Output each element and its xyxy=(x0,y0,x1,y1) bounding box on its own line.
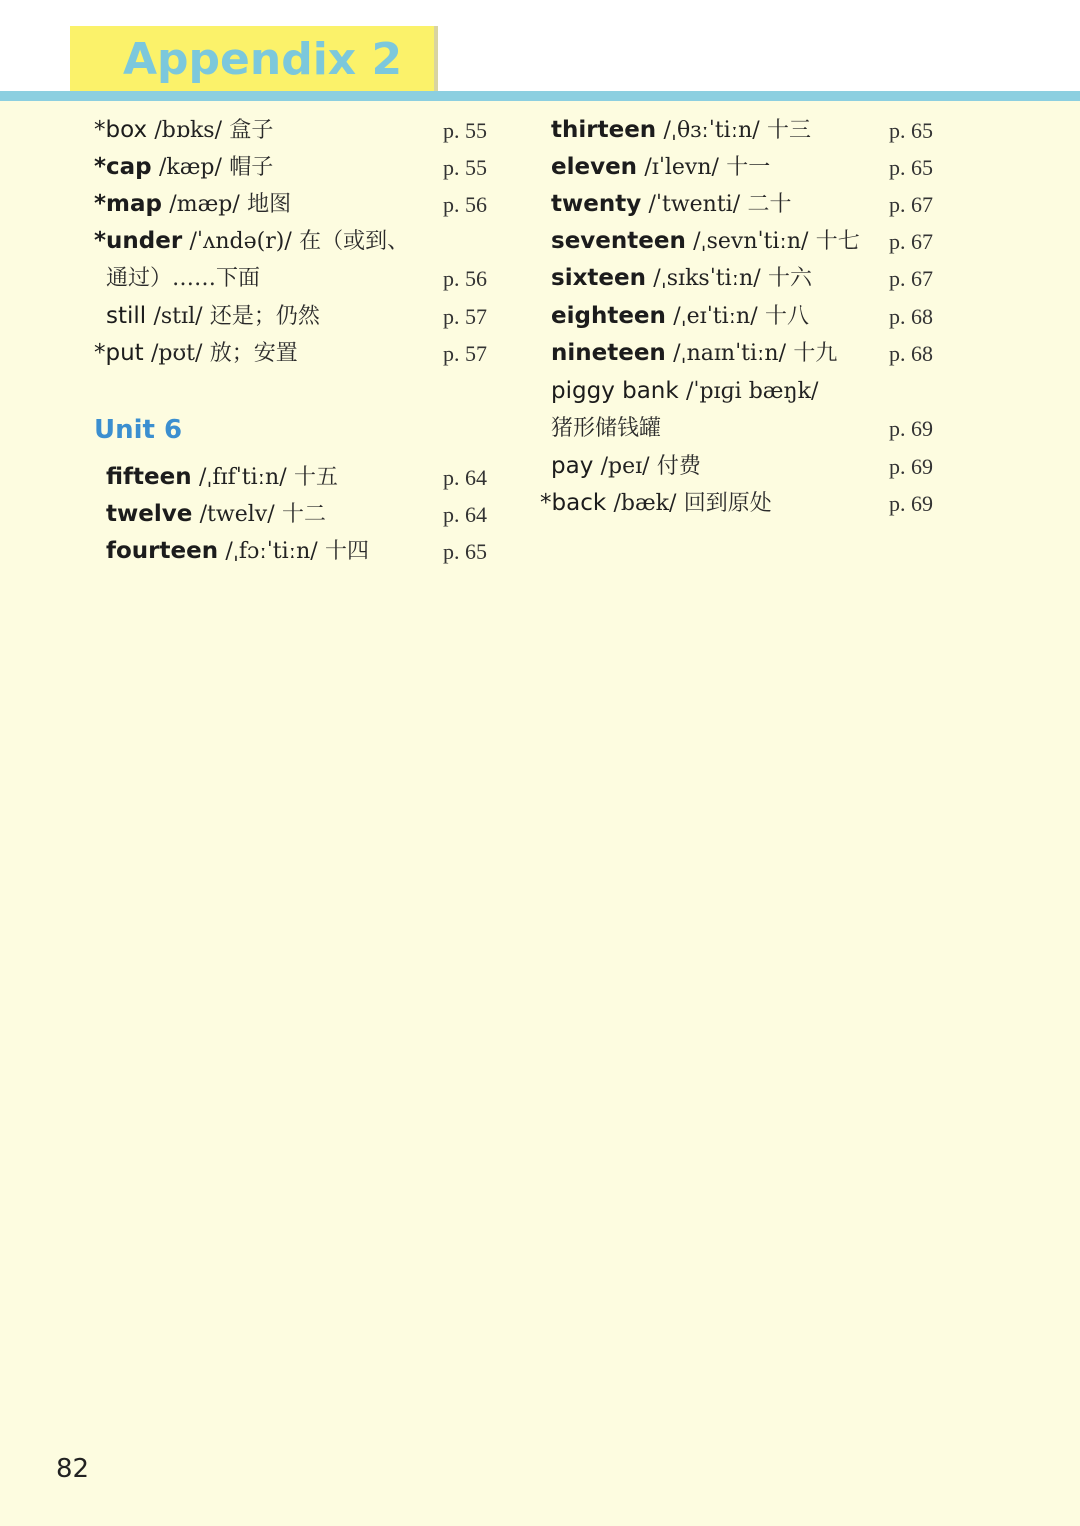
entry-word: fifteen xyxy=(106,464,192,490)
page-number: 82 xyxy=(56,1454,90,1484)
entry-word: *box xyxy=(94,117,148,143)
vocab-entry xyxy=(551,338,837,368)
entry-word: twenty xyxy=(551,191,642,217)
entry-chinese: 十六 xyxy=(767,266,812,291)
entry-page: p. 68 xyxy=(889,304,933,329)
entry-phonetic: /ˌeɪˈtiːn/ xyxy=(673,304,758,329)
entry-word: eighteen xyxy=(551,303,666,329)
entry-page: p. 67 xyxy=(889,229,933,254)
entry-chinese: 盒子 xyxy=(229,118,274,143)
entry-chinese: 十五 xyxy=(293,465,338,490)
entry-chinese: 回到原处 xyxy=(683,491,772,516)
vocab-entry xyxy=(94,189,291,219)
vocab-entry xyxy=(540,488,772,518)
vocab-entry xyxy=(94,115,273,145)
entry-chinese: 十二 xyxy=(281,502,326,527)
entry-page: p. 69 xyxy=(889,454,933,479)
entry-chinese: 地图 xyxy=(247,192,292,217)
entry-page: p. 67 xyxy=(889,266,933,291)
vocab-entry xyxy=(106,536,369,566)
entry-word: still xyxy=(106,303,147,329)
entry-page: p. 69 xyxy=(889,491,933,516)
header-rule xyxy=(0,91,1080,101)
entry-phonetic: /ˌnaɪnˈtiːn/ xyxy=(673,341,786,366)
entry-phonetic: /ˌsɪksˈtiːn/ xyxy=(653,266,761,291)
entry-word: eleven xyxy=(551,154,638,180)
entry-word: seventeen xyxy=(551,228,686,254)
vocab-entry-continuation xyxy=(551,413,661,443)
entry-word: *under xyxy=(94,228,183,254)
entry-phonetic: /ˌsevnˈtiːn/ xyxy=(693,229,809,254)
entry-word: thirteen xyxy=(551,117,657,143)
entry-chinese: 通过）……下面 xyxy=(106,266,261,291)
vocab-entry xyxy=(94,226,409,256)
entry-page: p. 67 xyxy=(889,192,933,217)
entry-page: p. 57 xyxy=(443,341,487,366)
entry-word: *cap xyxy=(94,154,152,180)
entry-phonetic: /ɪˈlevn/ xyxy=(644,155,719,180)
page-title: Appendix 2 xyxy=(123,34,403,85)
entry-page: p. 69 xyxy=(889,416,933,441)
vocab-entry xyxy=(94,338,298,368)
entry-chinese: 还是；仍然 xyxy=(209,304,320,329)
vocab-entry-continuation xyxy=(106,263,260,293)
entry-page: p. 64 xyxy=(443,502,487,527)
entry-chinese: 十一 xyxy=(726,155,771,180)
entry-phonetic: /ˌθɜːˈtiːn/ xyxy=(663,118,760,143)
entry-word: pay xyxy=(551,453,594,479)
entry-phonetic: /peɪ/ xyxy=(600,454,650,479)
entry-word: *map xyxy=(94,191,162,217)
entry-phonetic: /ˈpɪɡi bæŋk/ xyxy=(686,379,819,404)
vocab-entry xyxy=(551,189,791,219)
entry-phonetic: /ˌfɔːˈtiːn/ xyxy=(225,539,318,564)
entry-chinese: 十四 xyxy=(324,539,369,564)
entry-chinese: 二十 xyxy=(747,192,792,217)
entry-chinese: 放；安置 xyxy=(209,341,298,366)
vocab-entry xyxy=(551,376,818,406)
vocab-entry xyxy=(551,226,860,256)
vocab-entry xyxy=(94,152,273,182)
entry-word: twelve xyxy=(106,501,193,527)
vocab-entry xyxy=(106,499,326,529)
entry-phonetic: /ˌfɪfˈtiːn/ xyxy=(198,465,287,490)
entry-chinese: 十八 xyxy=(764,304,809,329)
entry-phonetic: /twelv/ xyxy=(199,502,275,527)
vocab-entry xyxy=(106,462,338,492)
entry-phonetic: /pʊt/ xyxy=(151,341,203,366)
entry-phonetic: /bɒks/ xyxy=(154,118,223,143)
entry-chinese: 猪形储钱罐 xyxy=(551,416,662,441)
entry-page: p. 65 xyxy=(889,155,933,180)
entry-phonetic: /kæp/ xyxy=(158,155,222,180)
entry-page: p. 68 xyxy=(889,341,933,366)
entry-word: *back xyxy=(540,490,607,516)
entry-chinese: 付费 xyxy=(656,454,701,479)
vocab-entry xyxy=(551,115,811,145)
entry-chinese: 十三 xyxy=(767,118,812,143)
vocab-entry xyxy=(106,301,320,331)
entry-page: p. 57 xyxy=(443,304,487,329)
entry-page: p. 55 xyxy=(443,118,487,143)
entry-chinese: 十九 xyxy=(793,341,838,366)
vocab-entry xyxy=(551,263,812,293)
entry-word: sixteen xyxy=(551,265,646,291)
entry-chinese: 十七 xyxy=(815,229,860,254)
entry-word: nineteen xyxy=(551,340,666,366)
entry-page: p. 56 xyxy=(443,266,487,291)
entry-phonetic: /ˈtwenti/ xyxy=(648,192,741,217)
entry-page: p. 55 xyxy=(443,155,487,180)
entry-phonetic: /mæp/ xyxy=(169,192,240,217)
entry-phonetic: /bæk/ xyxy=(613,491,677,516)
entry-word: fourteen xyxy=(106,538,219,564)
entry-page: p. 56 xyxy=(443,192,487,217)
unit-heading: Unit 6 xyxy=(94,415,183,445)
entry-page: p. 65 xyxy=(889,118,933,143)
entry-word: *put xyxy=(94,340,144,366)
vocab-entry xyxy=(551,152,770,182)
entry-chinese: 在（或到、 xyxy=(299,229,410,254)
entry-phonetic: /ˈʌndə(r)/ xyxy=(189,229,292,254)
entry-page: p. 65 xyxy=(443,539,487,564)
entry-page: p. 64 xyxy=(443,465,487,490)
entry-chinese: 帽子 xyxy=(229,155,274,180)
entry-phonetic: /stɪl/ xyxy=(153,304,203,329)
vocab-entry xyxy=(551,301,809,331)
vocab-entry xyxy=(551,451,701,481)
entry-word: piggy bank xyxy=(551,378,679,404)
